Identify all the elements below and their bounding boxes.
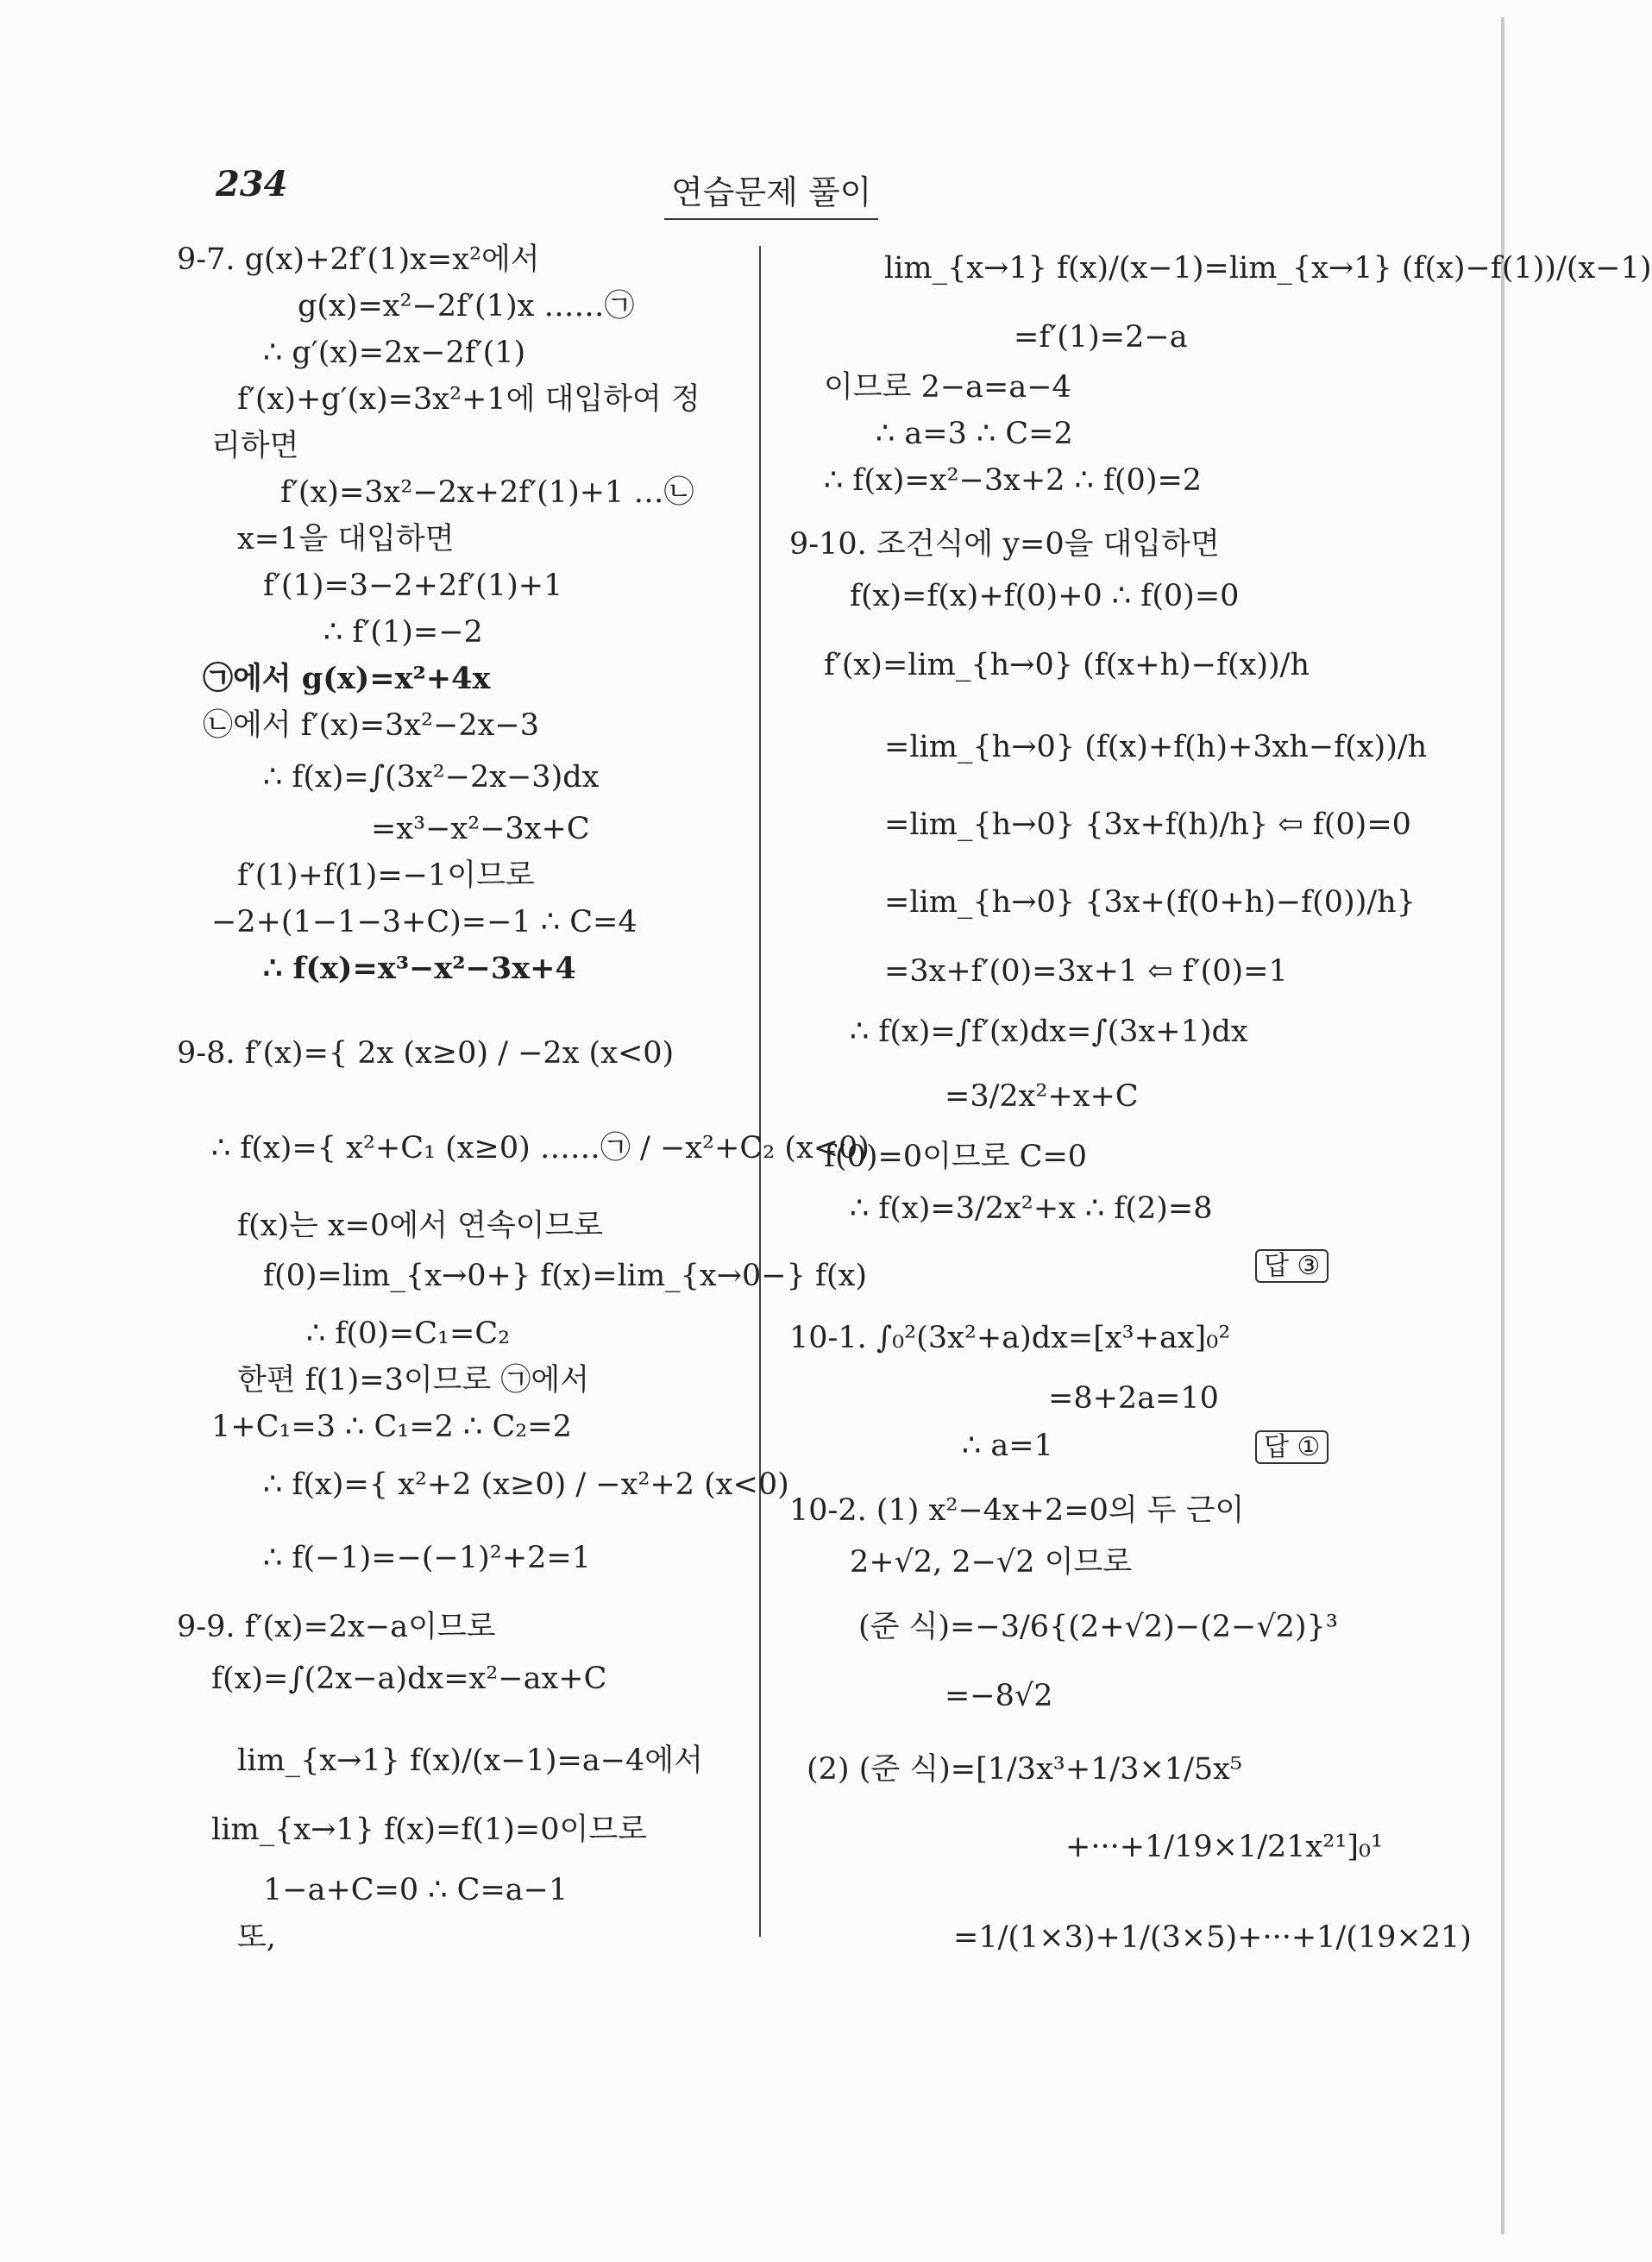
solution-line bbox=[237, 517, 455, 562]
line-text: f(0)=0이므로 C=0 bbox=[824, 1140, 1088, 1174]
line-text: =1/(1×3)+1/(3×5)+···+1/(19×21) bbox=[953, 1920, 1472, 1955]
solution-line bbox=[203, 703, 539, 748]
line-text: ∴ f(x)=3/2x²+x ∴ f(2)=8 bbox=[850, 1191, 1213, 1226]
solution-line bbox=[306, 1311, 510, 1356]
solution-line bbox=[824, 643, 1310, 688]
solution-line bbox=[177, 1605, 496, 1649]
solution-line bbox=[884, 802, 1411, 847]
line-text: ∴ a=1 bbox=[962, 1429, 1053, 1463]
solution-line bbox=[211, 424, 298, 468]
solution-line bbox=[884, 949, 1288, 994]
page-edge-shadow bbox=[1501, 17, 1504, 2234]
line-text: ∴ f(x)=∫(3x²−2x−3)dx bbox=[263, 760, 600, 795]
line-text: 9-10. 조건식에 y=0을 대입하면 bbox=[789, 527, 1220, 562]
solution-line bbox=[237, 1203, 603, 1248]
line-text: g(x)=x²−2f′(1)x ……㉠ bbox=[298, 289, 635, 324]
answer-box: 답 ① bbox=[1255, 1430, 1329, 1464]
solution-line bbox=[263, 1868, 568, 1913]
line-text: lim_{x→1} f(x)/(x−1)=lim_{x→1} (f(x)−f(1))/(x−1) bbox=[884, 251, 1652, 286]
solution-line bbox=[884, 880, 1416, 925]
solution-line bbox=[211, 900, 638, 945]
line-text: ∴ a=3 ∴ C=2 bbox=[876, 417, 1073, 451]
solution-line bbox=[850, 1540, 1132, 1585]
solution-line bbox=[263, 755, 599, 800]
solution-line bbox=[263, 330, 525, 375]
line-text: ∴ f(x)=x²−3x+2 ∴ f(0)=2 bbox=[824, 463, 1203, 498]
line-text: 1−a+C=0 ∴ C=a−1 bbox=[263, 1873, 568, 1907]
solution-line bbox=[1255, 1423, 1329, 1470]
line-text: (2) (준 식)=[1/3x³+1/3×1/5x⁵ bbox=[807, 1752, 1242, 1787]
solution-line bbox=[177, 237, 540, 282]
line-text: 한편 f(1)=3이므로 ㉠에서 bbox=[237, 1363, 590, 1398]
solution-line bbox=[237, 1738, 703, 1783]
solution-line bbox=[203, 657, 490, 701]
solution-line bbox=[850, 1009, 1248, 1054]
line-text: ∴ f(x)=x³−x²−3x+4 bbox=[263, 951, 576, 986]
page-number: 234 bbox=[216, 164, 288, 204]
solution-line bbox=[263, 563, 562, 608]
line-text: +···+1/19×1/21x²¹]₀¹ bbox=[1065, 1830, 1384, 1864]
solution-line bbox=[789, 1488, 1244, 1533]
line-text: ∴ f′(1)=−2 bbox=[323, 615, 483, 650]
line-text: 2+√2, 2−√2 이므로 bbox=[850, 1545, 1133, 1580]
solution-line bbox=[850, 1186, 1213, 1231]
line-text: f(x)=∫(2x−a)dx=x²−ax+C bbox=[211, 1662, 607, 1696]
line-text: 이므로 2−a=a−4 bbox=[824, 370, 1071, 405]
solution-line bbox=[824, 458, 1202, 503]
line-text: 10-1. ∫₀²(3x²+a)dx=[x³+ax]₀² bbox=[789, 1321, 1231, 1355]
solution-line bbox=[237, 1358, 589, 1403]
solution-line bbox=[953, 1915, 1472, 1960]
line-text: ∴ f(x)=∫f′(x)dx=∫(3x+1)dx bbox=[850, 1015, 1248, 1049]
solution-line bbox=[211, 1404, 572, 1449]
line-text: =lim_{h→0} {3x+f(h)/h} ⇦ f(0)=0 bbox=[884, 807, 1411, 842]
solution-line bbox=[884, 246, 1652, 291]
line-text: 또, bbox=[237, 1920, 276, 1955]
line-text: ㉠에서 g(x)=x²+4x bbox=[203, 661, 491, 696]
solution-line bbox=[263, 1536, 591, 1580]
solution-line bbox=[824, 365, 1071, 410]
line-text: ∴ f(−1)=−(−1)²+2=1 bbox=[263, 1541, 592, 1575]
line-text: 9-9. f′(x)=2x−a이므로 bbox=[177, 1610, 496, 1644]
line-text: f′(1)=3−2+2f′(1)+1 bbox=[263, 569, 563, 603]
line-text: =f′(1)=2−a bbox=[1014, 320, 1188, 355]
line-text: 9-7. g(x)+2f′(1)x=x²에서 bbox=[177, 242, 540, 277]
line-text: f′(x)=3x²−2x+2f′(1)+1 …㉡ bbox=[280, 475, 694, 510]
line-text: f′(x)+g′(x)=3x²+1에 대입하여 정 bbox=[237, 382, 700, 417]
line-text: =lim_{h→0} (f(x)+f(h)+3xh−f(x))/h bbox=[884, 730, 1428, 764]
solution-line bbox=[280, 470, 694, 515]
solution-line bbox=[962, 1423, 1053, 1468]
solution-line bbox=[945, 1074, 1139, 1119]
line-text: f(x)=f(x)+f(0)+0 ∴ f(0)=0 bbox=[850, 579, 1240, 613]
solution-line bbox=[263, 1254, 867, 1298]
solution-line bbox=[211, 1807, 647, 1852]
solution-line bbox=[789, 1316, 1230, 1360]
solution-line bbox=[298, 284, 635, 329]
line-text: 10-2. (1) x²−4x+2=0의 두 근이 bbox=[789, 1493, 1245, 1528]
solution-line bbox=[263, 946, 576, 991]
line-text: =lim_{h→0} {3x+(f(0+h)−f(0))/h} bbox=[884, 885, 1416, 920]
solution-line bbox=[237, 377, 700, 422]
line-text: =8+2a=10 bbox=[1048, 1381, 1219, 1416]
solution-line bbox=[884, 725, 1427, 770]
line-text: ∴ g′(x)=2x−2f′(1) bbox=[263, 336, 526, 370]
answer-box: 답 ③ bbox=[1255, 1249, 1329, 1283]
line-text: −2+(1−1−3+C)=−1 ∴ C=4 bbox=[211, 905, 638, 939]
line-text: =3/2x²+x+C bbox=[945, 1079, 1139, 1114]
column-divider bbox=[759, 246, 761, 1937]
line-text: ∴ f(x)={ x²+C₁ (x≥0) ……㉠ / −x²+C₂ (x<0) bbox=[211, 1131, 870, 1166]
solution-line bbox=[1065, 1825, 1383, 1869]
solution-line bbox=[1014, 315, 1188, 360]
solution-line bbox=[850, 574, 1239, 619]
line-text: lim_{x→1} f(x)=f(1)=0이므로 bbox=[211, 1813, 647, 1847]
solution-line bbox=[237, 1915, 276, 1960]
solution-line bbox=[177, 1031, 674, 1076]
solution-line bbox=[263, 1462, 789, 1507]
solution-line bbox=[876, 412, 1073, 456]
page-title: 연습문제 풀이 bbox=[664, 166, 878, 220]
line-text: (준 식)=−3/6{(2+√2)−(2−√2)}³ bbox=[858, 1610, 1338, 1644]
line-text: 9-8. f′(x)={ 2x (x≥0) / −2x (x<0) bbox=[177, 1036, 675, 1071]
line-text: 1+C₁=3 ∴ C₁=2 ∴ C₂=2 bbox=[211, 1410, 572, 1444]
line-text: ㉡에서 f′(x)=3x²−2x−3 bbox=[203, 708, 539, 743]
line-text: 리하면 bbox=[211, 429, 299, 463]
line-text: =x³−x²−3x+C bbox=[371, 812, 590, 846]
line-text: x=1을 대입하면 bbox=[237, 522, 455, 556]
solution-line bbox=[858, 1605, 1338, 1649]
line-text: f′(1)+f(1)=−1이므로 bbox=[237, 858, 535, 893]
line-text: lim_{x→1} f(x)/(x−1)=a−4에서 bbox=[237, 1744, 703, 1778]
line-text: ∴ f(0)=C₁=C₂ bbox=[306, 1316, 511, 1351]
solution-line bbox=[211, 1126, 870, 1171]
solution-line bbox=[1255, 1242, 1329, 1289]
solution-line bbox=[1048, 1376, 1219, 1421]
solution-line bbox=[789, 522, 1220, 567]
solution-line bbox=[824, 1134, 1087, 1179]
solution-line bbox=[237, 853, 535, 898]
line-text: ∴ f(x)={ x²+2 (x≥0) / −x²+2 (x<0) bbox=[263, 1467, 789, 1502]
line-text: =−8√2 bbox=[945, 1679, 1053, 1713]
line-text: f(0)=lim_{x→0+} f(x)=lim_{x→0−} f(x) bbox=[263, 1259, 867, 1293]
line-text: f(x)는 x=0에서 연속이므로 bbox=[237, 1209, 604, 1243]
line-text: f′(x)=lim_{h→0} (f(x+h)−f(x))/h bbox=[824, 648, 1310, 682]
solution-line bbox=[807, 1747, 1242, 1792]
solution-line bbox=[211, 1656, 606, 1701]
solution-line bbox=[371, 807, 590, 851]
solution-line bbox=[945, 1674, 1053, 1718]
solution-line bbox=[323, 610, 483, 655]
line-text: =3x+f′(0)=3x+1 ⇦ f′(0)=1 bbox=[884, 954, 1288, 989]
